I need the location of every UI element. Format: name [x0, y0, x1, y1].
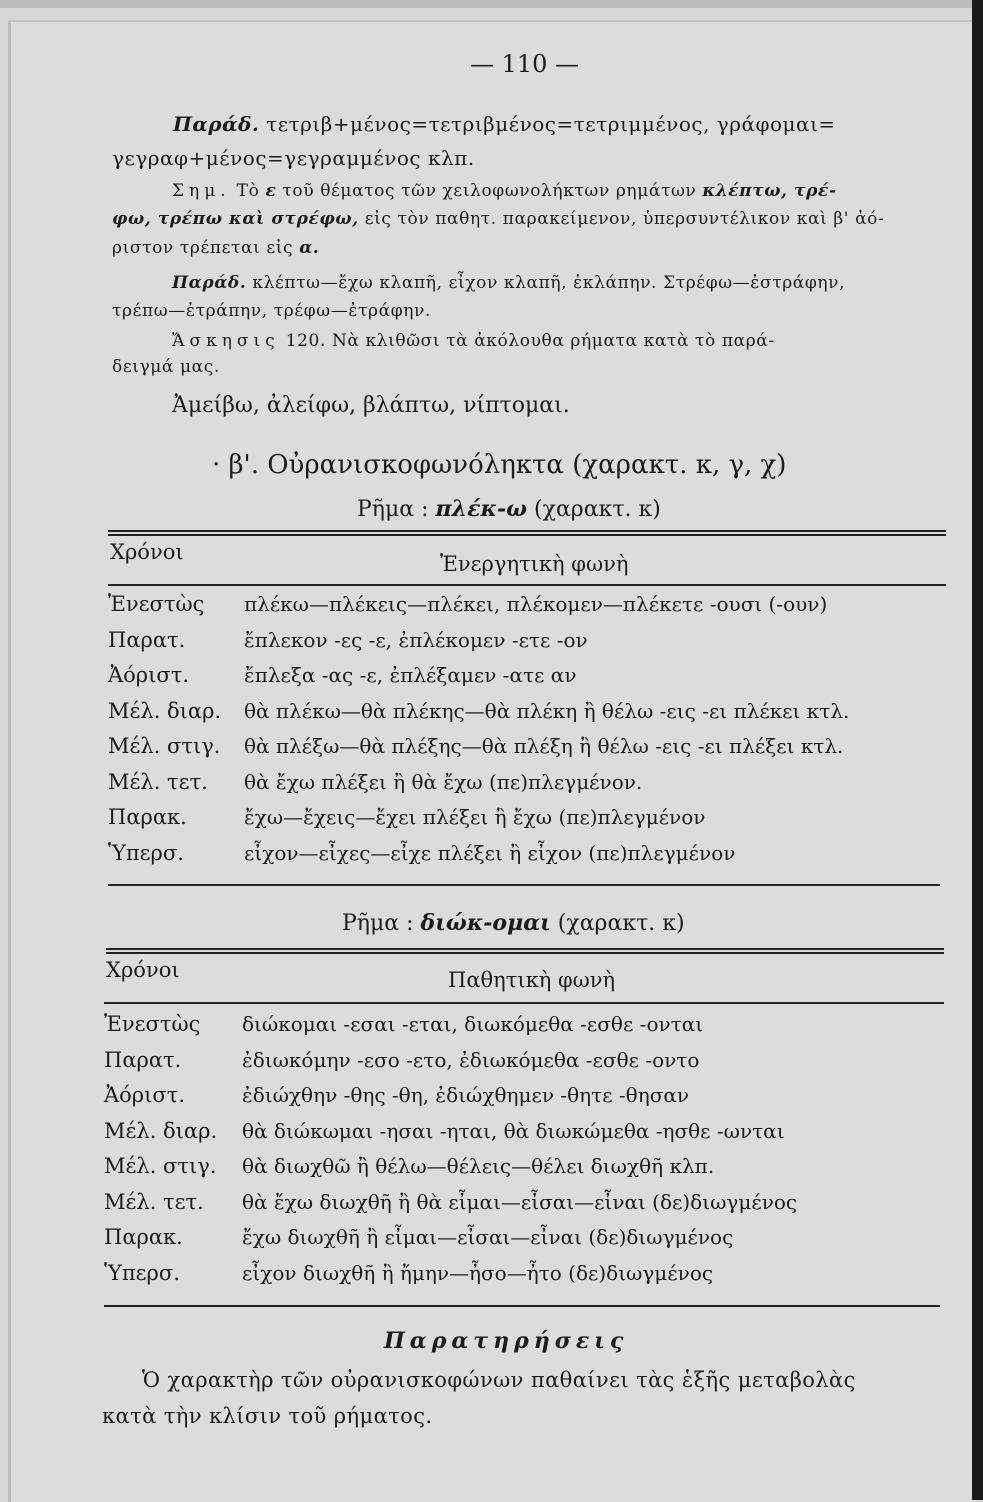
- conjugation-forms: εἶχον διωχθῆ ἢ ἤμην—ἦσο—ἦτο (δε)διωγμένος: [242, 1260, 714, 1285]
- active-col-tense: Χρόνοι: [110, 540, 184, 564]
- conjugation-forms: θὰ πλέκω—θὰ πλέκης—θὰ πλέκη ἢ θέλω -εις -ει πλέκει κτλ.: [244, 698, 850, 723]
- conjugation-forms: θὰ διωχθῶ ἢ θέλω—θέλεις—θέλει διωχθῆ κλπ.: [242, 1154, 715, 1178]
- observations-title: Παρατηρήσεις: [384, 1328, 629, 1354]
- conjugation-forms: ἔχω διωχθῆ ἢ εἶμαι—εἶσαι—εἶναι (δε)διωγμένος: [242, 1225, 734, 1249]
- tense-label: Μέλ. τετ.: [104, 1189, 204, 1214]
- example-line-2: τρέπω—ἐτράπην, τρέφω—ἐτράφην.: [112, 301, 431, 321]
- note-line-1: Σημ. Τὸ ε τοῦ θέματος τῶν χειλοφωνολήκτων ρημάτων κλέπτω, τρέ-: [172, 181, 837, 201]
- passive-verb-title: Ρῆμα : διώκ-ομαι (χαρακτ. κ): [342, 910, 685, 936]
- tense-label: Ἀόριστ.: [108, 663, 190, 687]
- tense-label: Ὑπερσ.: [108, 840, 184, 865]
- tense-label: Ἀόριστ.: [104, 1083, 186, 1107]
- conjugation-forms: ἔπλεξα -ας -ε, ἐπλέξαμεν -ατε αν: [244, 663, 577, 687]
- tense-label: Μέλ. στιγ.: [104, 1154, 217, 1178]
- conjugation-forms: ἐδιωκόμην -εσο -ετο, ἐδιωκόμεθα -εσθε -οντο: [242, 1047, 700, 1072]
- example-label: Παράδ.: [173, 112, 260, 136]
- active-verb-title: Ρῆμα : πλέκ-ω (χαρακτ. κ): [357, 496, 661, 522]
- active-col-voice: Ἐνεργητικὴ φωνὴ: [440, 552, 629, 576]
- passive-col-tense: Χρόνοι: [106, 958, 180, 982]
- exercise-line-2: δειγμά μας.: [112, 357, 220, 377]
- conjugation-forms: θὰ διώκωμαι -ησαι -ηται, θὰ διωκώμεθα -ησθε -ωνται: [242, 1118, 785, 1143]
- observations-line-1: Ὁ χαρακτὴρ τῶν οὐρανισκοφώνων παθαίνει τὰς ἑξῆς μεταβολὰς: [142, 1368, 856, 1392]
- example-line-1: Παράδ. κλέπτω—ἔχω κλαπῆ, εἶχον κλαπῆ, ἐκλάπην. Στρέφω—ἐστράφην,: [172, 273, 846, 293]
- tense-label: Μέλ. τετ.: [108, 769, 208, 794]
- conjugation-forms: διώκομαι -εσαι -εται, διωκόμεθα -εσθε -ονται: [242, 1012, 704, 1036]
- conjugation-forms: ἔπλεκον -ες -ε, ἐπλέκομεν -ετε -ον: [244, 627, 588, 652]
- observations-line-2: κατὰ τὴν κλίσιν τοῦ ρήματος.: [102, 1404, 433, 1428]
- page-number: — 110 —: [470, 50, 580, 78]
- active-top-rule: [108, 530, 946, 532]
- conjugation-forms: ἔχω—ἔχεις—ἔχει πλέξει ἢ ἔχω (πε)πλεγμένον: [244, 805, 706, 829]
- scan-right-edge: [972, 0, 983, 1500]
- passive-top-rule-2: [106, 952, 944, 954]
- tense-label: Ὑπερσ.: [104, 1260, 180, 1285]
- tense-label: Ἐνεστὼς: [108, 592, 205, 616]
- tense-label: Μέλ. διαρ.: [108, 698, 222, 723]
- active-bottom-rule: [108, 884, 940, 886]
- active-top-rule-2: [108, 534, 946, 536]
- conjugation-forms: θὰ πλέξω—θὰ πλέξης—θὰ πλέξη ἢ θέλω -εις -ει πλέξει κτλ.: [244, 734, 844, 758]
- exercise-verbs: Ἀμείβω, ἀλείφω, βλάπτω, νίπτομαι.: [172, 393, 570, 418]
- tense-label: Μέλ. διαρ.: [104, 1118, 218, 1143]
- section-heading: · β'. Οὐρανισκοφωνόληκτα (χαρακτ. κ, γ, χ): [212, 450, 787, 480]
- tense-label: Ἐνεστὼς: [104, 1012, 201, 1036]
- conjugation-forms: θὰ ἔχω πλέξει ἢ θὰ ἔχω (πε)πλεγμένον.: [244, 769, 643, 794]
- intro-line-1: Παράδ. τετριβ+μένος=τετριβμένος=τετριμμένος, γράφομαι=: [173, 112, 836, 136]
- conjugation-forms: ἐδιώχθην -θης -θη, ἐδιώχθημεν -θητε -θησαν: [242, 1083, 690, 1107]
- note-line-2: φω, τρέπω καὶ στρέφω, εἰς τὸν παθητ. παρακείμενον, ὑπερσυντέλικον καὶ β' ἀό-: [112, 209, 885, 229]
- conjugation-forms: θὰ ἔχω διωχθῆ ἢ θὰ εἶμαι—εἶσαι—εἶναι (δε)διωγμένος: [242, 1189, 798, 1214]
- exercise-line-1: Ἄσκησις 120. Νὰ κλιθῶσι τὰ ἀκόλουθα ρήματα κατὰ τὸ παρά-: [172, 331, 775, 351]
- passive-top-rule: [106, 948, 944, 950]
- tense-label: Παρατ.: [108, 627, 186, 652]
- note-line-3: ριστον τρέπεται εἰς α.: [112, 238, 320, 258]
- passive-col-voice: Παθητικὴ φωνὴ: [448, 968, 616, 992]
- passive-bottom-rule: [104, 1305, 940, 1307]
- intro-line-2: γεγραφ+μένος=γεγραμμένος κλπ.: [112, 146, 475, 170]
- tense-label: Παρακ.: [104, 1225, 183, 1249]
- conjugation-forms: εἶχον—εἶχες—εἶχε πλέξει ἢ εἶχον (πε)πλεγμένον: [244, 840, 736, 865]
- conjugation-forms: πλέκω—πλέκεις—πλέκει, πλέκομεν—πλέκετε -ουσι (-ουν): [244, 592, 828, 616]
- tense-label: Παρατ.: [104, 1047, 182, 1072]
- active-header-rule: [108, 584, 946, 586]
- tense-label: Παρακ.: [108, 805, 187, 829]
- passive-header-rule: [104, 1002, 944, 1004]
- tense-label: Μέλ. στιγ.: [108, 734, 221, 758]
- scan-top-edge: [0, 0, 983, 8]
